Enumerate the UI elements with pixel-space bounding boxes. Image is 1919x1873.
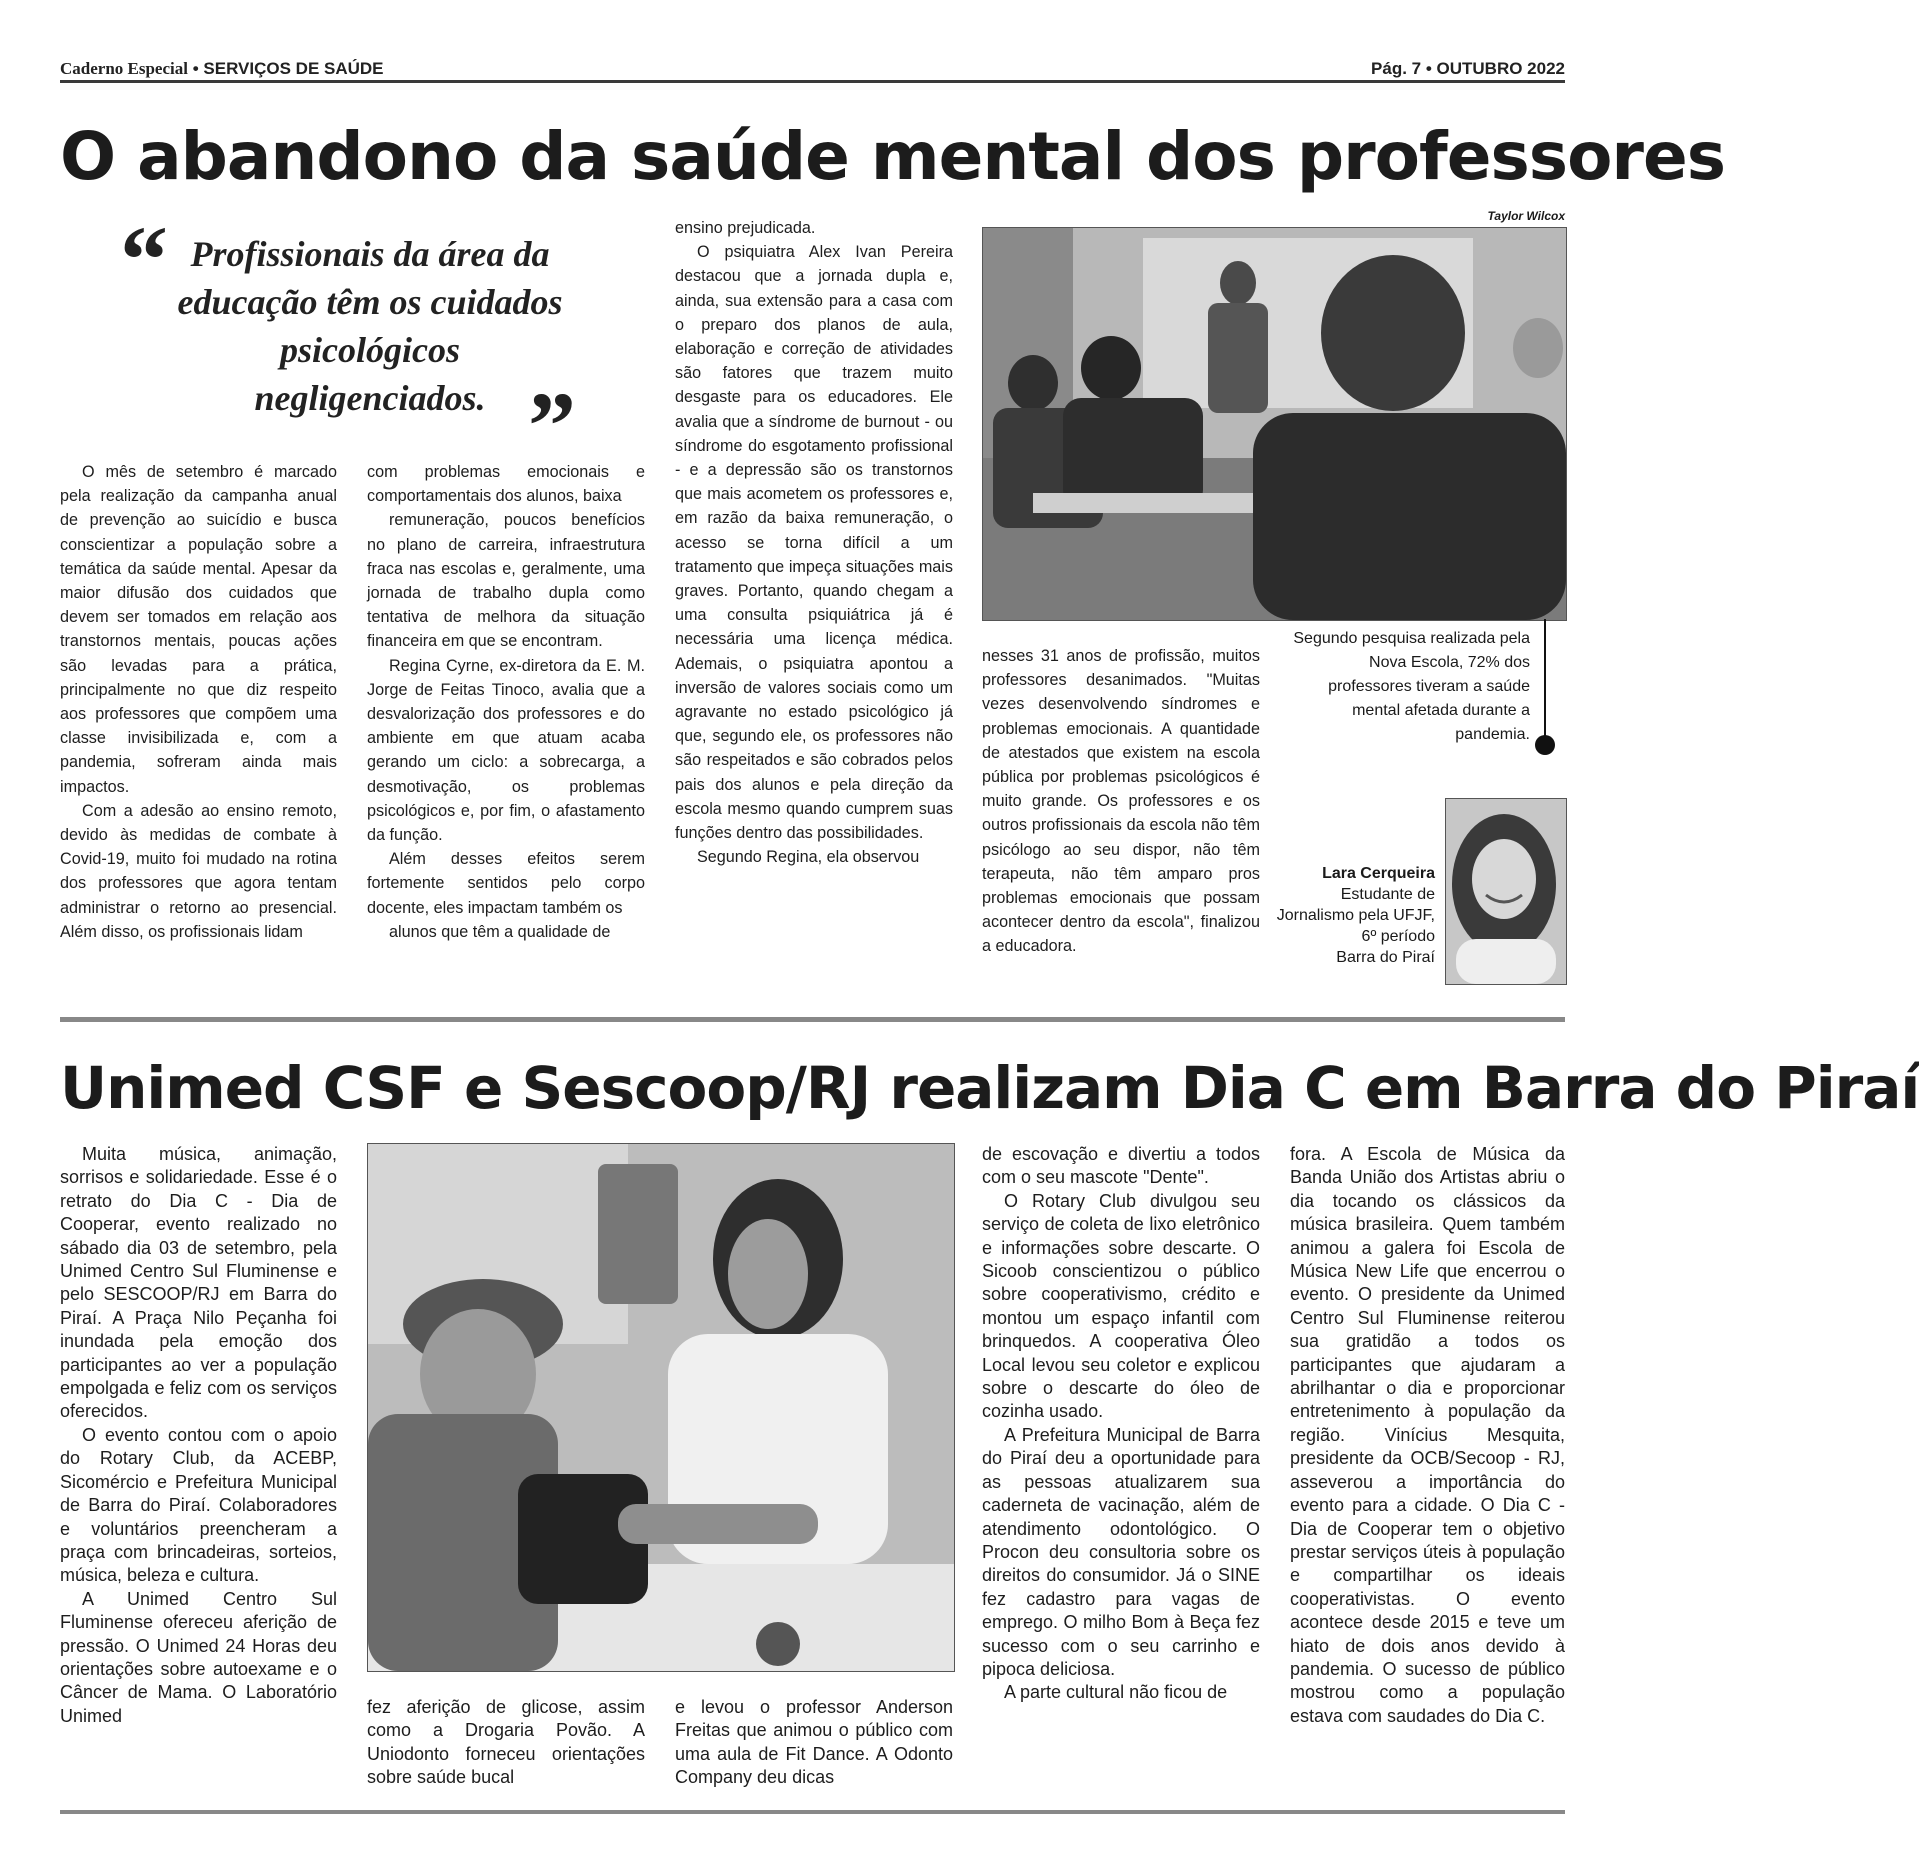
caption-leader-line: [1544, 619, 1546, 737]
author-block: [1270, 863, 1435, 968]
page-info: Pág. 7 • OUTUBRO 2022: [1371, 59, 1565, 78]
section-name: Caderno Especial: [60, 59, 188, 78]
author-portrait: [1446, 799, 1566, 984]
article1-column-1: [60, 460, 337, 944]
blood-pressure-check-illustration: [368, 1144, 954, 1671]
paragraph: alunos que têm a qualidade de: [389, 922, 611, 941]
author-photo: [1445, 798, 1567, 985]
author-name: Lara Cerqueira: [1322, 865, 1435, 882]
paragraph: com problemas emocionais e comportamentais dos alunos, baixa: [367, 463, 645, 506]
article2-column-3: [675, 1696, 953, 1790]
footer-rule: [60, 1810, 1565, 1814]
paragraph: remuneração, poucos benefícios no plano de carreira, infraestrutura fraca nas escolas e, geralmente, uma jornada de trabalho dupla como tentativa de melhora da situação financeira em que se encontram.: [367, 511, 645, 651]
paragraph: Muita música, animação, sorrisos e solidariedade. Esse é o retrato do Dia C - Dia de Cooperar, evento realizado no sábado dia 03 de setembro, pela Unimed Centro Sul Fluminense e pelo SESCOOP/RJ em Barra do Piraí. A Praça Nilo Peçanha foi inundada pela emoção dos participantes ao ver a população empolgada e feliz com os serviços oferecidos.: [60, 1144, 337, 1422]
article2-title: Unimed CSF e Sescoop/RJ realizam Dia C em Barra do Piraí: [60, 1054, 1919, 1122]
section-divider: [60, 1017, 1565, 1022]
paragraph: O Rotary Club divulgou seu serviço de coleta de lixo eletrônico e informações sobre descarte. O Sicoob conscientizou o público sobre cooperativismo, crédito e montou um espaço infantil com brinquedos. A cooperativa Óleo Local levou seu coletor e explicou sobre o descarte do óleo de cozinha usado.: [982, 1190, 1260, 1422]
quote-close-icon: ”: [528, 372, 576, 479]
article1-column-2: [367, 460, 645, 944]
article2-column-1: [60, 1143, 337, 1728]
paragraph: nesses 31 anos de profissão, muitos professores desanimados. "Muitas vezes desenvolvendo síndromes e problemas emocionais. A quantidade de atestados que existem na escola pública por problemas psicológicos é muito grande. Os professores e os outros profissionais da escola não têm psicólogo ao seu dispor, não têm terapeuta, não têm amparo pros problemas emocionais que possam acontecer dentro da escola", finalizou a educadora.: [982, 647, 1260, 956]
article1-column-4: [982, 644, 1260, 959]
classroom-illustration: [983, 228, 1566, 620]
article2-column-4: [982, 1143, 1260, 1705]
paragraph: fez aferição de glicose, assim como a Drogaria Povão. A Uniodonto forneceu orientações sobre saúde bucal: [367, 1697, 645, 1788]
paragraph: O psiquiatra Alex Ivan Pereira destacou que a jornada dupla e, ainda, sua extensão para a casa com o preparo dos planos de aula, elaboração e correção de atividades são fatores que trazem muito desgaste para os educadores. Ele avalia que a síndrome de burnout - ou síndrome do esgotamento profissional - e a depressão são os transtornos que mais acometem os professores e, em razão da baixa remuneração, o acesso se torna difícil a um tratamento que impeça situações mais graves. Portanto, quando chegam a uma consulta psiquiátrica já é necessária uma licença médica. Ademais, o psiquiatra apontou a inversão de valores sociais como um agravante no estado psicológico já que, segundo ele, os professores não são respeitados e são cobrados pelos pais dos alunos e pela direção da escola mesmo quando cumprem suas funções dentro das possibilidades.: [675, 243, 953, 843]
pull-quote: Profissionais da área da educação têm os cuidados psicológicos negligenciados.: [177, 234, 563, 418]
paragraph: Com a adesão ao ensino remoto, devido às medidas de combate à Covid-19, muito foi mudado na rotina dos professores que agora tentam administrar o retorno ao presencial. Além disso, os profissionais lidam: [60, 801, 337, 941]
section-header: [60, 59, 384, 79]
header-bullet: •: [192, 59, 199, 78]
event-photo: [367, 1143, 955, 1672]
classroom-photo: [982, 227, 1567, 621]
paragraph: Além desses efeitos serem fortemente sentidos pelo corpo docente, eles impactam também os: [367, 850, 645, 917]
paragraph: A parte cultural não ficou de: [1004, 1682, 1228, 1703]
article1-title: O abandono da saúde mental dos professores: [60, 118, 1726, 195]
section-topic: SERVIÇOS DE SAÚDE: [203, 59, 384, 78]
caption-bullet-icon: [1535, 735, 1555, 755]
paragraph: O mês de setembro é marcado pela realização da campanha anual de prevenção ao suicídio e busca conscientizar a população sobre a temática da saúde mental. Apesar da maior difusão dos cuidados que devem ser tomados em relação aos transtornos mentais, poucas ações são levadas para a prática, principalmente no que diz respeito aos professores que compõem uma classe invisibilizada e, com a pandemia, sofreram ainda mais impactos.: [60, 463, 337, 796]
paragraph: fora. A Escola de Música da Banda União dos Artistas abriu o dia tocando os clássicos da música brasileira. Quem também animou a galera foi Escola de Música New Life que encerrou o evento. O presidente da Unimed Centro Sul Fluminense reiterou sua gratidão a todos os participantes que ajudaram a abrilhantar o dia e proporcionar entretenimento à população da região. Vinícius Mesquita, presidente da OCB/Secoop - RJ, asseverou a importância do evento para a cidade. O Dia C - Dia de Cooperar tem o objetivo prestar serviços úteis à população e compartilhar os ideais cooperativistas. O evento acontece desde 2015 e teve um hiato de dois anos devido à pandemia. O sucesso de público mostrou como a população estava com saudades do Dia C.: [1290, 1144, 1565, 1726]
photo-credit: Taylor Wilcox: [1487, 209, 1565, 223]
paragraph: de escovação e divertiu a todos com o seu mascote "Dente".: [982, 1144, 1260, 1188]
paragraph: ensino prejudicada.: [675, 219, 816, 237]
paragraph: Segundo Regina, ela observou: [697, 848, 920, 867]
author-city: Barra do Piraí: [1336, 949, 1435, 966]
photo-caption: Segundo pesquisa realizada pela Nova Escola, 72% dos professores tiveram a saúde mental afetada durante a pandemia.: [1293, 630, 1530, 743]
quote-open-icon: “: [120, 206, 168, 313]
article1-column-3: [675, 216, 953, 869]
paragraph: A Unimed Centro Sul Fluminense ofereceu aferição de pressão. O Unimed 24 Horas deu orientações sobre autoexame e o Câncer de Mama. O Laboratório Unimed: [60, 1588, 337, 1726]
article2-column-5: [1290, 1143, 1565, 1728]
paragraph: O evento contou com o apoio do Rotary Club, da ACEBP, Sicomércio e Prefeitura Municipal de Barra do Piraí. Colaboradores e voluntários preencheram a praça com brincadeiras, sorteios, música, beleza e cultura.: [60, 1424, 337, 1586]
author-role: Estudante de Jornalismo pela UFJF, 6º período: [1276, 886, 1435, 945]
paragraph: e levou o professor Anderson Freitas que animou o público com uma aula de Fit Dance. A Odonto Company deu dicas: [675, 1697, 953, 1788]
article2-column-2: [367, 1696, 645, 1790]
paragraph: Regina Cyrne, ex-diretora da E. M. Jorge de Feitas Tinoco, avalia que a desvalorização dos professores e do ambiente em que atuam acaba gerando um ciclo: a sobrecarga, a desmotivação, os problemas psicológicos e, por fim, o afastamento da função.: [367, 656, 645, 845]
header-rule: [60, 80, 1565, 83]
paragraph: A Prefeitura Municipal de Barra do Piraí deu a oportunidade para as pessoas atualizarem sua caderneta de vacinação, além de atendimento odontológico. O Procon deu consultoria sobre os direitos do consumidor. Já o SINE fez cadastro para vagas de emprego. O milho Bom à Beça fez sucesso com o seu carrinho e pipoca deliciosa.: [982, 1424, 1260, 1679]
